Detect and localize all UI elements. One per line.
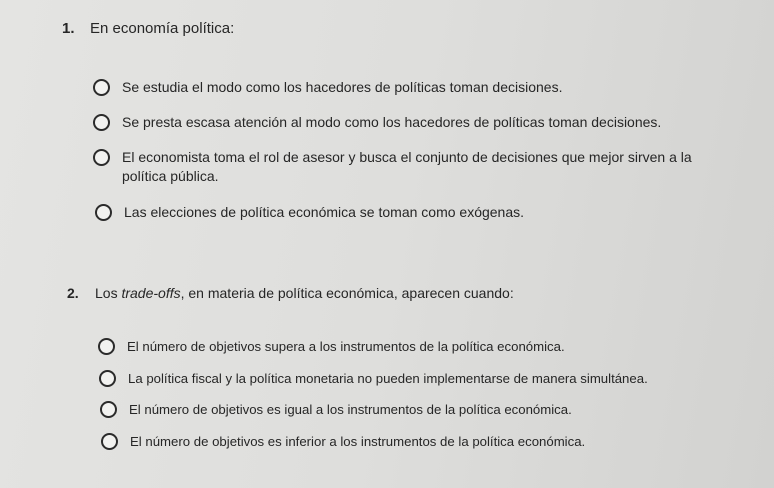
q1-option-2[interactable] xyxy=(93,113,733,132)
option-label: La política fiscal y la política monetaria no pueden implementarse de manera simultánea. xyxy=(128,371,648,386)
q2-option-1[interactable] xyxy=(98,337,738,356)
question-prompt: Los trade-offs, en materia de política económica, aparecen cuando: xyxy=(95,285,514,301)
option-label: Se estudia el modo como los hacedores de políticas toman decisiones. xyxy=(122,79,563,95)
option-label: El número de objetivos supera a los instrumentos de la política económica. xyxy=(127,339,565,354)
option-label: El número de objetivos es inferior a los instrumentos de la política económica. xyxy=(130,434,586,449)
q2-option-3[interactable] xyxy=(100,400,740,419)
q2-option-4[interactable] xyxy=(101,432,741,451)
radio-button[interactable] xyxy=(101,433,118,450)
radio-button[interactable] xyxy=(93,79,110,96)
question-prompt: En economía política: xyxy=(90,20,235,37)
option-label: El economista toma el rol de asesor y busca el conjunto de decisiones que mejor sirven a la política pública. xyxy=(122,149,692,184)
question-number: 1. xyxy=(62,20,75,37)
q1-option-4[interactable] xyxy=(95,203,735,222)
q2-option-2[interactable] xyxy=(99,369,739,388)
option-label: Las elecciones de política económica se toman como exógenas. xyxy=(124,204,525,220)
q1-option-1[interactable] xyxy=(93,78,733,97)
q1-option-3[interactable] xyxy=(93,148,738,186)
italic-term: trade-offs xyxy=(121,285,181,301)
radio-button[interactable] xyxy=(95,204,112,221)
radio-button[interactable] xyxy=(99,370,116,387)
question-number: 2. xyxy=(67,285,79,301)
option-label: Se presta escasa atención al modo como los hacedores de políticas toman decisiones. xyxy=(122,114,662,130)
radio-button[interactable] xyxy=(93,114,110,131)
radio-button[interactable] xyxy=(100,401,117,418)
radio-button[interactable] xyxy=(98,338,115,355)
option-label: El número de objetivos es igual a los instrumentos de la política económica. xyxy=(129,402,572,417)
question-2-header xyxy=(67,285,514,301)
radio-button[interactable] xyxy=(93,149,110,166)
question-1-header xyxy=(62,20,234,37)
